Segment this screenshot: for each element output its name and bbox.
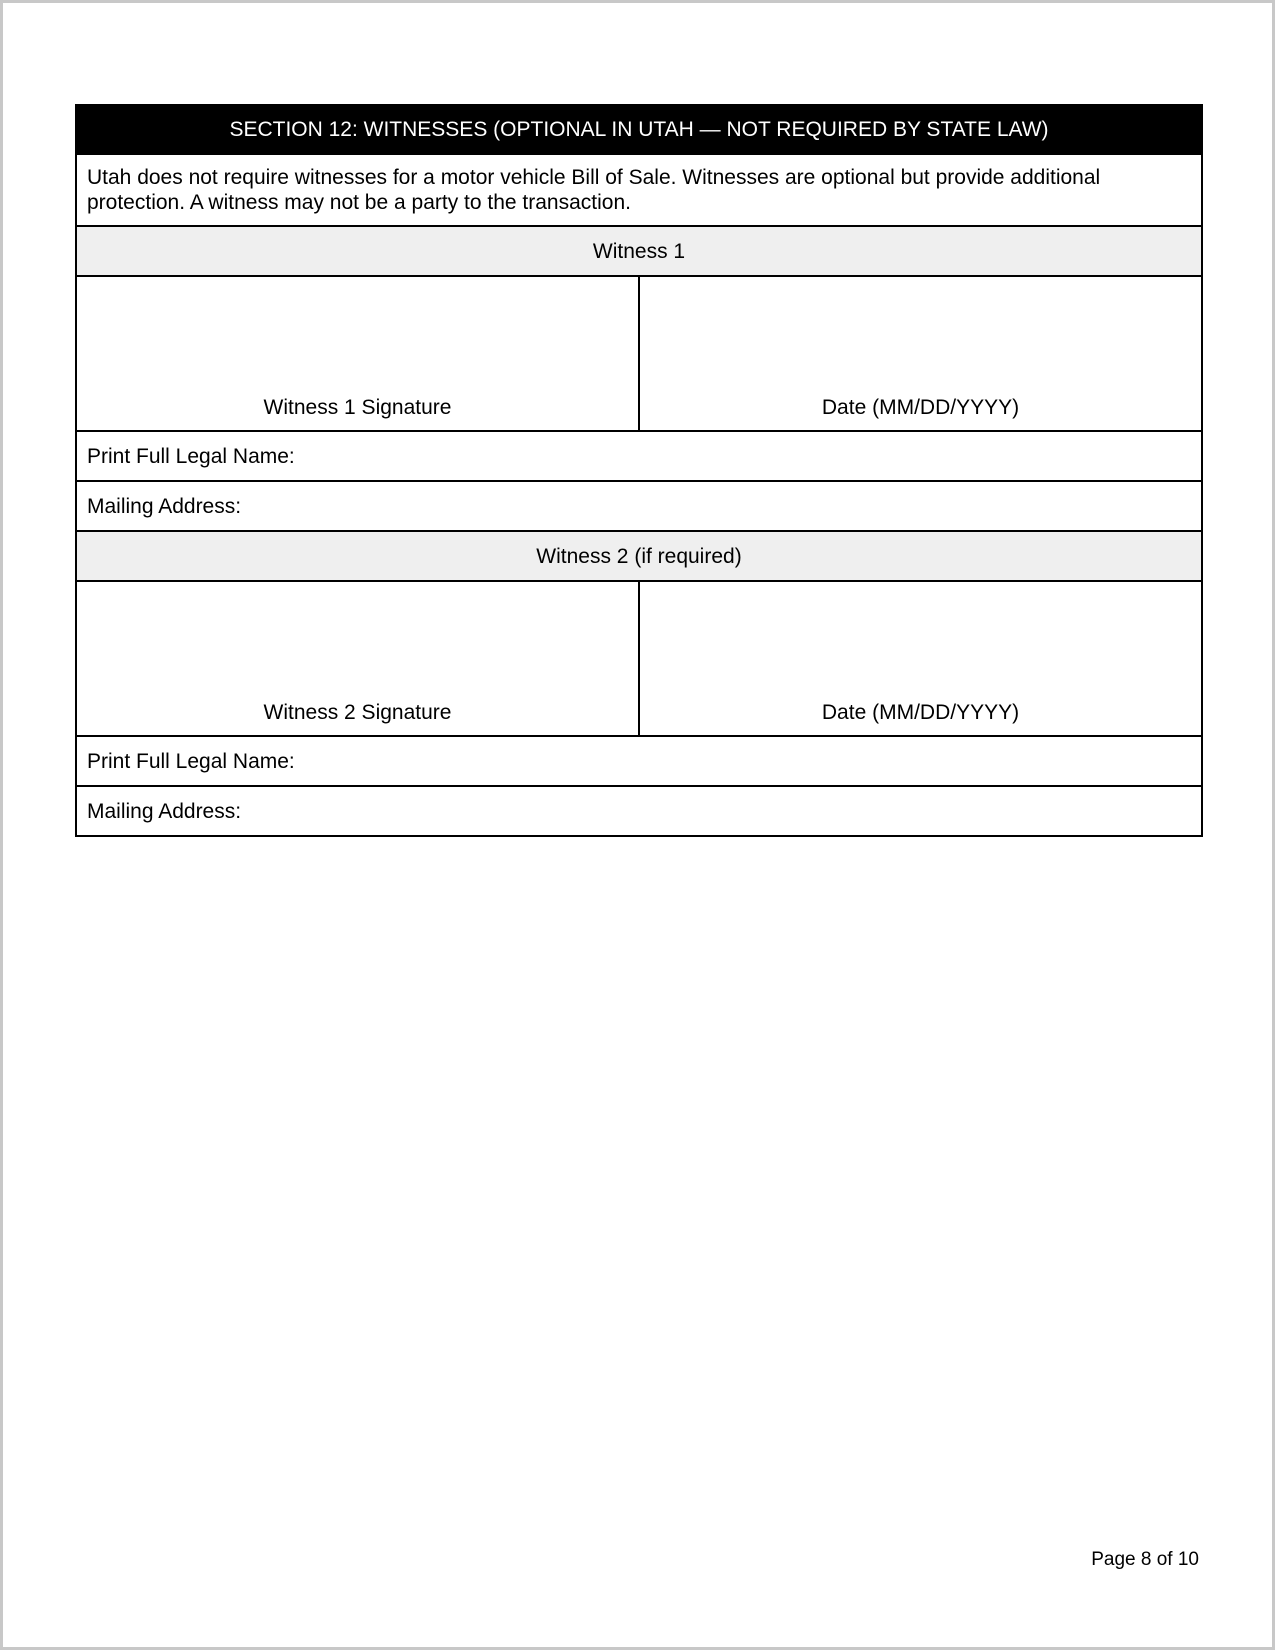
page-number: Page 8 of 10 — [1091, 1549, 1199, 1570]
witness-2-name-field[interactable]: Print Full Legal Name: — [76, 736, 1202, 786]
witness-2-signature-field[interactable]: Witness 2 Signature — [76, 581, 639, 736]
witness-1-name-field[interactable]: Print Full Legal Name: — [76, 431, 1202, 481]
witness-1-date-field[interactable]: Date (MM/DD/YYYY) — [639, 276, 1202, 431]
section-title: SECTION 12: WITNESSES (OPTIONAL IN UTAH — NOT REQUIRED BY STATE LAW) — [76, 105, 1202, 154]
witness-2-date-field[interactable]: Date (MM/DD/YYYY) — [639, 581, 1202, 736]
witness-2-heading: Witness 2 (if required) — [76, 531, 1202, 581]
section-intro: Utah does not require witnesses for a motor vehicle Bill of Sale. Witnesses are optional but provide additional protection. A witness may not be a party to the transaction. — [76, 154, 1202, 226]
witness-1-address-field[interactable]: Mailing Address: — [76, 481, 1202, 531]
witnesses-form-table — [75, 104, 1203, 837]
witness-2-address-field[interactable]: Mailing Address: — [76, 786, 1202, 836]
witness-1-heading: Witness 1 — [76, 226, 1202, 276]
witness-1-signature-field[interactable]: Witness 1 Signature — [76, 276, 639, 431]
